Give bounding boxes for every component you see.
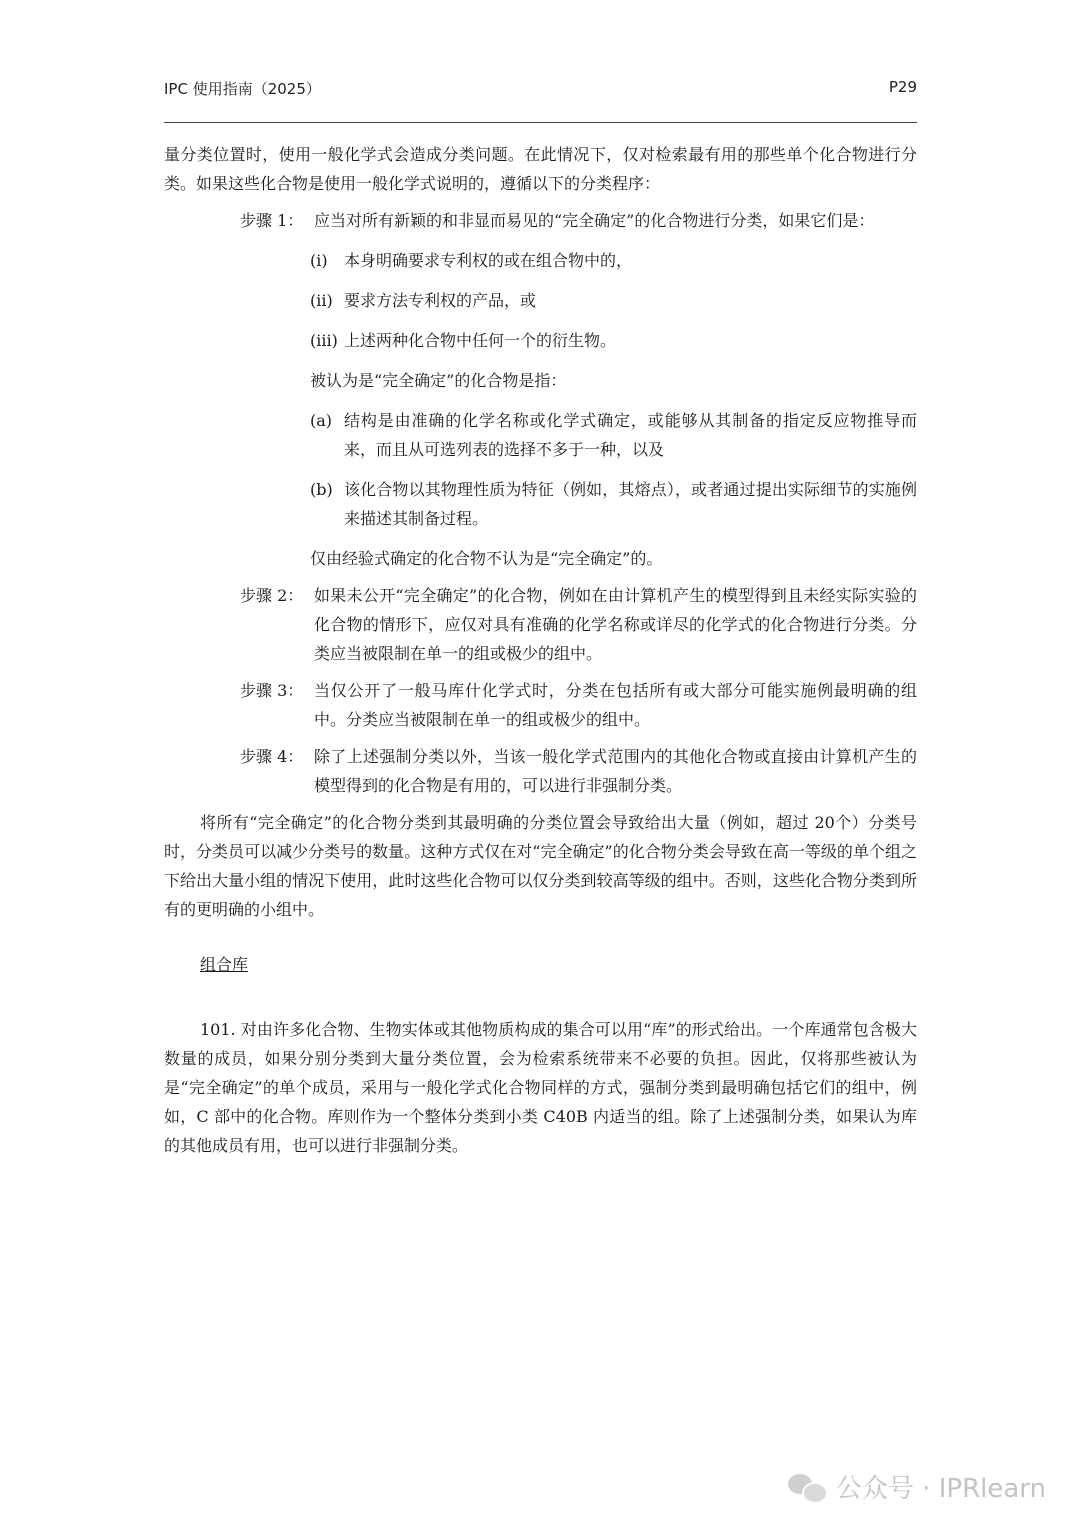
- item-text: 要求方法专利权的产品，或: [344, 291, 537, 310]
- item-text: 该化合物以其物理性质为特征（例如，其熔点），或者通过提出实际细节的实施例来描述其制备过程。: [344, 480, 917, 528]
- step-text: 如果未公开“完全确定”的化合物，例如在由计算机产生的模型得到且未经实际实验的化合物的情形下，应仅对具有准确的化学名称或详尽的化学式的化合物进行分类。分类应当被限制在单一的组或极少的组中。: [314, 586, 917, 663]
- step-text: 除了上述强制分类以外，当该一般化学式范围内的其他化合物或直接由计算机产生的模型得到的化合物是有用的，可以进行非强制分类。: [314, 747, 917, 795]
- watermark-text: 公众号 · IPRlearn: [835, 1474, 1046, 1504]
- page-number: P29: [888, 78, 917, 96]
- item-label: (iii): [310, 331, 338, 350]
- item-label: (ii): [310, 291, 333, 310]
- step-1: [240, 206, 917, 235]
- item-label: (b): [310, 480, 333, 499]
- step-label: 步骤 3：: [240, 681, 304, 700]
- item-text: 结构是由准确的化学名称或化学式确定，或能够从其制备的指定反应物推导而来，而且从可选列表的选择不多于一种，以及: [344, 411, 917, 459]
- item-label: (i): [310, 251, 328, 270]
- step-3: [240, 676, 917, 734]
- step-2: [240, 581, 917, 668]
- watermark: [788, 1468, 1046, 1505]
- item-label: (a): [310, 411, 333, 430]
- definition-item: [310, 475, 917, 533]
- paragraph-101: 101. 对由许多化合物、生物实体或其他物质构成的集合可以用“库”的形式给出。一个库通常包含极大数量的成员，如果分别分类到大量分类位置，会为检索系统带来不必要的负担。因此，仅将那些被认为是“完全确定”的单个成员，采用与一般化学式化合物同样的方式，强制分类到最明确包括它们的组中，例如，C 部中的化合物。库则作为一个整体分类到小类 C40B 内适当的组。除了上述强制分类，如果认为库的其他成员有用，也可以进行非强制分类。: [164, 1020, 917, 1155]
- definition-intro: 被认为是“完全确定”的化合物是指：: [310, 371, 567, 390]
- page-header: [164, 78, 917, 104]
- section-heading: 组合库: [200, 955, 249, 974]
- step-text: 应当对所有新颖的和非显而易见的“完全确定”的化合物进行分类，如果它们是：: [314, 211, 875, 230]
- document-title: IPC 使用指南（2025）: [164, 80, 321, 98]
- step-label: 步骤 2：: [240, 586, 304, 605]
- paragraph-intro: 量分类位置时，使用一般化学式会造成分类问题。在此情况下，仅对检索最有用的那些单个化合物进行分类。如果这些化合物是使用一般化学式说明的，遵循以下的分类程序：: [164, 145, 917, 193]
- step-label: 步骤 1：: [240, 211, 304, 230]
- list-item: [310, 246, 917, 275]
- definition-item: [310, 406, 917, 464]
- wechat-icon: [788, 1472, 826, 1502]
- item-text: 本身明确要求专利权的或在组合物中的，: [344, 251, 633, 270]
- step-text: 当仅公开了一般马库什化学式时，分类在包括所有或大部分可能实施例最明确的组中。分类应当被限制在单一的组或极少的组中。: [314, 681, 917, 729]
- step-label: 步骤 4：: [240, 747, 304, 766]
- list-item: [310, 286, 917, 315]
- item-text: 上述两种化合物中任何一个的衍生物。: [344, 331, 617, 350]
- list-item: [310, 326, 917, 355]
- page-content: [164, 140, 917, 1160]
- paragraph-reduce-symbols: 将所有“完全确定”的化合物分类到其最明确的分类位置会导致给出大量（例如，超过 20个）分类号时，分类员可以减少分类号的数量。这种方式仅在对“完全确定”的化合物分类会导致在高一等级的单个组之下给出大量小组的情况下使用，此时这些化合物可以仅分类到较高等级的组中。否则，这些化合物分类到所有的更明确的小组中。: [164, 813, 917, 919]
- empirical-note: 仅由经验式确定的化合物不认为是“完全确定”的。: [310, 549, 663, 568]
- header-divider: [164, 122, 917, 123]
- step-4: [240, 742, 917, 800]
